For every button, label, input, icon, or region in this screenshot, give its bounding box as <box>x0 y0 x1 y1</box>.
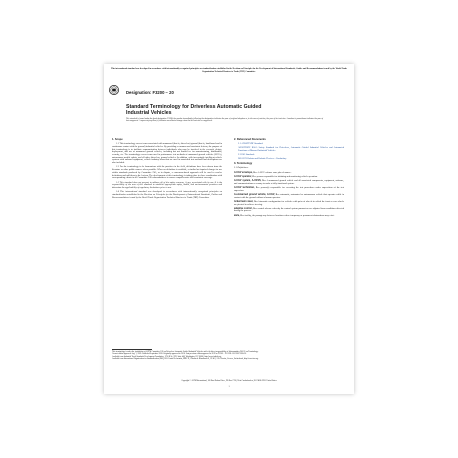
term-name: Ackermann steer, n— <box>234 200 258 203</box>
term-entry <box>234 215 344 218</box>
term-name: A-UGV system, A-UGVS, n— <box>234 180 266 183</box>
footnote: Available from Industrial Truck Standards Development Foundation, 1750 K St., NW, Suite 460, Washington, DC 20006, http://www.indtrk.org. <box>112 355 222 358</box>
footnote: This terminology is under the jurisdiction of ASTM Committee F45 on Driverless Automatic Guided Industrial Vehicles and is the direct responsibility of Subcommittee F45.91 on Terminology. <box>112 351 259 353</box>
document-title: Standard Terminology for Driverless Automatic Guided Industrial Vehicles <box>126 104 262 116</box>
designation: Designation: F3200 − 20 <box>126 90 174 95</box>
term-name: adaptive control, n— <box>234 207 257 210</box>
term-definition: kinematic configuration for vehicles with pairs of wheels in which the front or rear wheels are pivoted to achieve steering. <box>234 200 344 206</box>
left-column <box>112 136 222 201</box>
term-entry <box>234 176 344 179</box>
header-notice: This international standard was developed in accordance with internationally recognized principles on standardization established in the Decision on Principles for the Development of International Standards, Guides and Recommendations issued by the World Trade Organization Technical Barriers to Trade (TBT) Committee. <box>111 68 347 73</box>
term-definition: person responsible for initiating and monitoring vehicle operation. <box>256 175 318 178</box>
page-number: 1 <box>228 386 230 388</box>
reference-item[interactable]: 2.1 ANSI/ITSDF Standard: <box>238 143 264 146</box>
term-definition: facility, the passageway between locations where temporary or permanent obstructions may exist. <box>244 214 335 217</box>
term-name: A-UGV operator, n— <box>234 175 257 178</box>
referenced-heading: 2. Referenced Documents <box>234 138 266 141</box>
term-definition: person(s) responsible for executing the test procedures under supervision of the test supervisor. <box>234 187 344 192</box>
terminology-heading: 3. Terminology <box>234 162 253 166</box>
footnote: Current edition approved Aug. 1, 2020. Published September 2020. Originally approved in 2016. Last previous edition approved in 2019 as F3200 – 19. DOI: 10.1520/F3200-20. <box>112 353 247 356</box>
copyright-line: Copyright © ASTM International, 100 Barr Harbor Drive, PO Box C700, West Conshohocken, PA 19428-2959. United States <box>181 380 277 382</box>
term-name: A-UGV technician, n— <box>234 187 260 189</box>
term-name: A-UGV envelope, n— <box>234 171 257 174</box>
term-entry <box>234 201 344 206</box>
scope-paragraph: 1.1 This terminology covers terms associated with unmanned (that is, driverless) ground (that is, land-based and in continuous contact with the ground) industrial vehicles. By providing a common and consistent lexicon, the purpose of this terminology is to facilitate communication between individuals who may be involved in the research, design, deployment, and use of unmanned ground vehicles, including but not limited to: for manufacturing, distribution, security, etc. The terminology covers terms used in performance test methods of unmanned ground vehicles (UGVs), autonomous mobile robots, and all other driverless, ground vehicles. In addition, with increasingly intelligent vehicle systems with onboard equipment, vehicle industry terms that are used in associated test methods and descriptions are also included. <box>112 143 222 165</box>
reference-item[interactable]: 2.2 ISO Standard: <box>238 153 255 156</box>
document-page <box>104 64 354 394</box>
footnote: Available from International Organization for Standardization (ISO), ISO Central Secretariat, BIBC II, Chemin de Blandonnet 8, CP 401, 1214 Vernier, Geneva, Switzerland, http://www.iso.org. <box>112 357 259 360</box>
term-definition: A-UGV volume zone plus clearance. <box>257 171 292 174</box>
term-definition: A-unmanned ground vehicle and all associated components, equipment, software, and communications necessary to make a fully functional system. <box>234 180 345 185</box>
reference-item[interactable]: ISO 8373 Robots and Robotic Devices—Vocabulary <box>238 157 287 160</box>
term-entry <box>234 208 344 213</box>
footnotes <box>112 351 346 360</box>
term-name: A-unmanned ground vehicle, A-UGV, n— <box>234 193 280 196</box>
right-column <box>234 136 344 219</box>
issue-note: This standard is issued under the fixed designation F3200; the number immediately following the designation indicates the year of original adoption or, in the case of revision, the year of last revision. A number in parentheses indicates the year of last reapproval. A superscript epsilon (ε) indicates an editorial change since the last revision or reapproval. <box>126 118 323 123</box>
term-definition: automatic, automated or autonomous vehicle that operates while in contact with the ground without a human operator. <box>234 193 344 199</box>
term-entry <box>234 194 344 199</box>
term-entry <box>234 187 344 192</box>
term-definition: control scheme whereby the control system parameters are adjusted from conditions detected during the process. <box>234 207 345 213</box>
terminology-subheading: 3.1 Definitions: <box>234 167 249 170</box>
footnote-divider <box>112 349 152 350</box>
term-entry <box>234 180 344 185</box>
scope-heading: 1. Scope <box>112 138 123 141</box>
scope-paragraph: 1.3 This standard does not purport to address all of the safety concerns, if any, associated with its use. It is the responsibility of the user of this standard to establish appropriate safety, health, and environmental practices and determine the applicability of regulatory limitations prior to use. <box>112 181 222 189</box>
term-name: aisle, n— <box>234 214 245 217</box>
astm-logo-icon <box>109 84 119 96</box>
scope-paragraph: 1.2 For the terminology to be harmonious with the practices in the field, definitions have been drawn from the literature or other public sources when possible. When no definition is available, a similar but inquired change for use within standards produced by Committee F45, or in dispute, a consensus-based approach will be used to resolve definitions and add them to the lexicon. The development of this terminology is taking place in close coordination with corresponding efforts in all Committee F45 subcommittees to ensure comprehensive and consistent coverage. <box>112 166 222 180</box>
term-entry <box>234 172 344 175</box>
reference-item[interactable]: ANSI/ITSDF B56.5 Safety Standard for Driverless, Automatic Guided Industrial Vehicles and Automated Functions of Manned Industrial Vehicles <box>238 147 344 152</box>
scope-paragraph: 1.4 This international standard was developed in accordance with internationally recognized principles on standardization established in the Decision on Principles for the Development of International Standards, Guides and Recommendations issued by the World Trade Organization Technical Barriers to Trade (TBT) Committee. <box>112 191 222 199</box>
